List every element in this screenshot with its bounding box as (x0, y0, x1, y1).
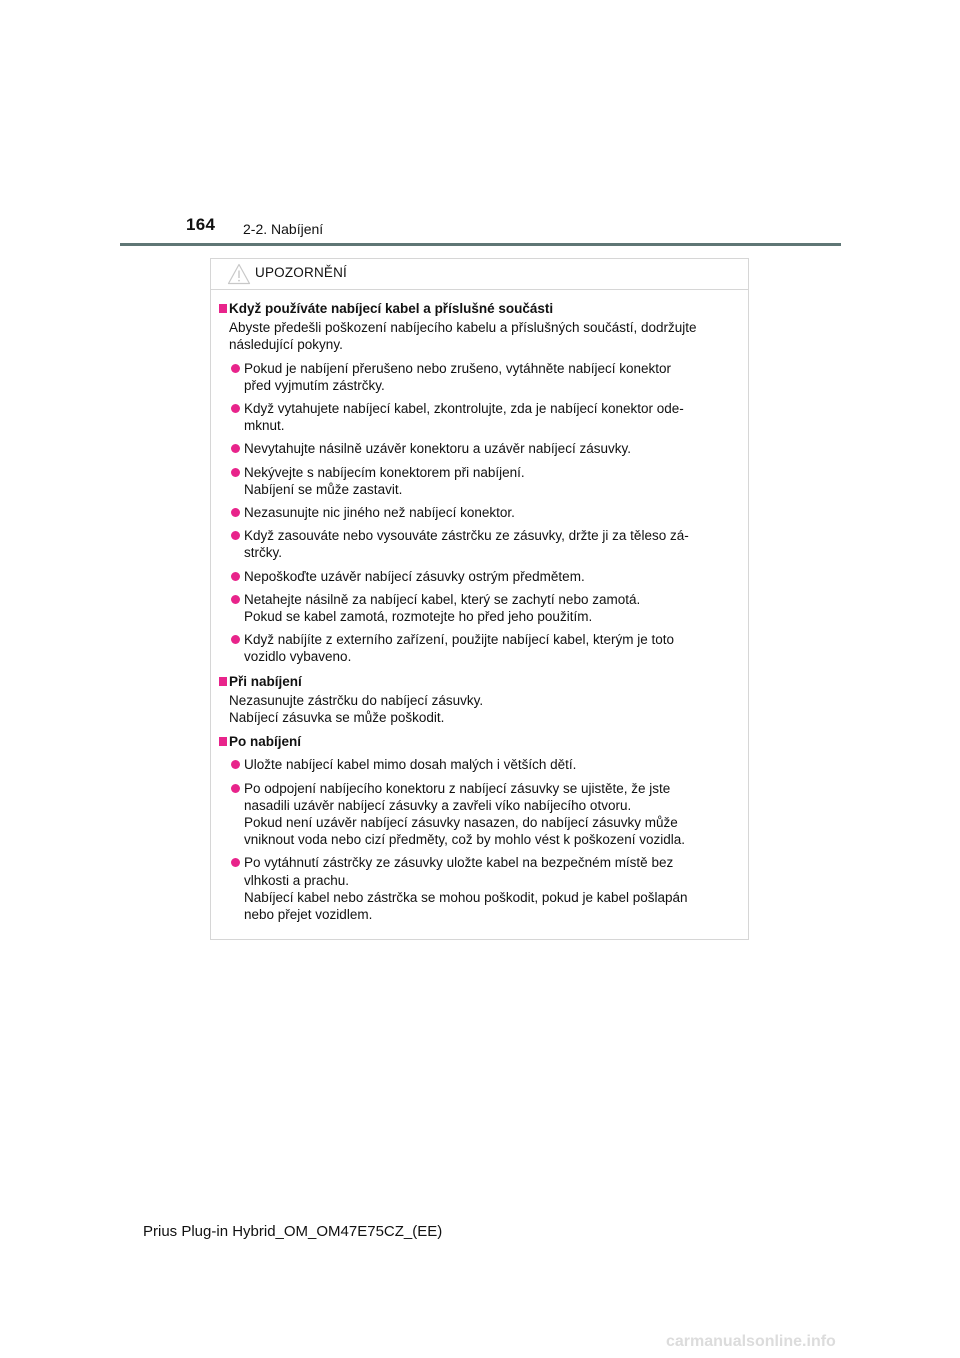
bullet-line: nebo přejet vozidlem. (244, 907, 373, 923)
bullet-item (219, 854, 742, 923)
bullet-item (219, 360, 742, 394)
watermark: carmanualsonline.info (666, 1333, 836, 1350)
bullet-line: Když vytahujete nabíjecí kabel, zkontrolujte, zda je nabíjecí konektor ode- (244, 401, 684, 417)
bullet-item (219, 504, 742, 521)
bullet-line: mknut. (244, 418, 285, 434)
header-rule (120, 243, 841, 246)
bullet-line: strčky. (244, 545, 282, 561)
bullet-item (219, 591, 742, 625)
intro-line: Nezasunujte zástrčku do nabíjecí zásuvky. (229, 692, 484, 708)
bullet-item (219, 756, 742, 773)
warning-body (211, 290, 748, 923)
bullet-line: Netahejte násilně za nabíjecí kabel, který se zachytí nebo zamotá. (244, 591, 641, 607)
bullet-item (219, 400, 742, 434)
square-bullet-icon (219, 304, 227, 313)
bullet-line: Po vytáhnutí zástrčky ze zásuvky uložte kabel na bezpečném místě bez (244, 855, 674, 871)
bullet-dot-icon (231, 595, 240, 604)
bullet-line: Pokud je nabíjení přerušeno nebo zrušeno, vytáhněte nabíjecí konektor (244, 360, 672, 376)
section-heading (219, 733, 742, 750)
bullet-line: Uložte nabíjecí kabel mimo dosah malých i větších dětí. (244, 757, 577, 773)
intro-line: následující pokyny. (229, 337, 343, 353)
bullet-dot-icon (231, 468, 240, 477)
bullet-line: Nezasunujte nic jiného než nabíjecí konektor. (244, 505, 515, 521)
bullet-item (219, 464, 742, 498)
bullet-line: Nabíjení se může zastavit. (244, 481, 403, 497)
warning-box (210, 258, 749, 940)
bullet-item (219, 631, 742, 665)
bullet-item (219, 527, 742, 561)
section-heading-text: Při nabíjení (229, 673, 302, 689)
bullet-line: Nepoškoďte uzávěr nabíjecí zásuvky ostrým předmětem. (244, 568, 585, 584)
bullet-line: vlhkosti a prachu. (244, 872, 350, 888)
bullet-dot-icon (231, 404, 240, 413)
bullet-line: Pokud se kabel zamotá, rozmotejte ho před jeho použitím. (244, 609, 593, 625)
bullet-line: Když nabíjíte z externího zařízení, použijte nabíjecí kabel, kterým je toto (244, 632, 674, 648)
section-heading (219, 673, 742, 690)
section-heading-text: Když používáte nabíjecí kabel a příslušné součásti (229, 301, 554, 316)
square-bullet-icon (219, 737, 227, 746)
section-heading (219, 300, 742, 317)
bullet-line: Nekývejte s nabíjecím konektorem při nabíjení. (244, 464, 525, 480)
warning-triangle-icon (227, 263, 251, 285)
section-intro (219, 319, 742, 353)
section-heading-text: Po nabíjení (229, 734, 302, 750)
bullet-line: vozidlo vybaveno. (244, 649, 352, 665)
intro-line: Nabíjecí zásuvka se může poškodit. (229, 710, 445, 726)
bullet-dot-icon (231, 508, 240, 517)
section-intro (219, 692, 742, 726)
bullet-line: vniknout voda nebo cizí předměty, což by mohlo vést k poškození vozidla. (244, 832, 685, 848)
intro-line: Abyste předešli poškození nabíjecího kabelu a příslušných součástí, dodržujte (229, 320, 697, 336)
bullet-line: Nabíjecí kabel nebo zástrčka se mohou poškodit, pokud je kabel pošlapán (244, 889, 688, 905)
bullet-line: Pokud není uzávěr nabíjecí zásuvky nasazen, do nabíjecí zásuvky může (244, 815, 678, 831)
warning-header (211, 259, 748, 290)
square-bullet-icon (219, 677, 227, 686)
bullet-line: Když zasouváte nebo vysouváte zástrčku ze zásuvky, držte ji za těleso zá- (244, 528, 689, 544)
footer-doc-id: Prius Plug-in Hybrid_OM_OM47E75CZ_(EE) (143, 1223, 443, 1240)
warning-title: UPOZORNĚNÍ (255, 265, 348, 280)
bullet-line: nasadili uzávěr nabíjecí zásuvky a zavřeli víko nabíjecího otvoru. (244, 797, 632, 813)
page-number: 164 (186, 215, 216, 234)
bullet-line: Nevytahujte násilně uzávěr konektoru a uzávěr nabíjecí zásuvky. (244, 441, 631, 457)
bullet-dot-icon (231, 635, 240, 644)
bullet-item (219, 440, 742, 457)
bullet-item (219, 568, 742, 585)
bullet-dot-icon (231, 531, 240, 540)
bullet-line: Po odpojení nabíjecího konektoru z nabíjecí zásuvky se ujistěte, že jste (244, 780, 671, 796)
bullet-dot-icon (231, 784, 240, 793)
bullet-dot-icon (231, 444, 240, 453)
bullet-dot-icon (231, 760, 240, 769)
bullet-dot-icon (231, 364, 240, 373)
bullet-dot-icon (231, 858, 240, 867)
section-title: 2-2. Nabíjení (243, 221, 324, 237)
bullet-item (219, 780, 742, 849)
bullet-line: před vyjmutím zástrčky. (244, 377, 385, 393)
bullet-dot-icon (231, 572, 240, 581)
